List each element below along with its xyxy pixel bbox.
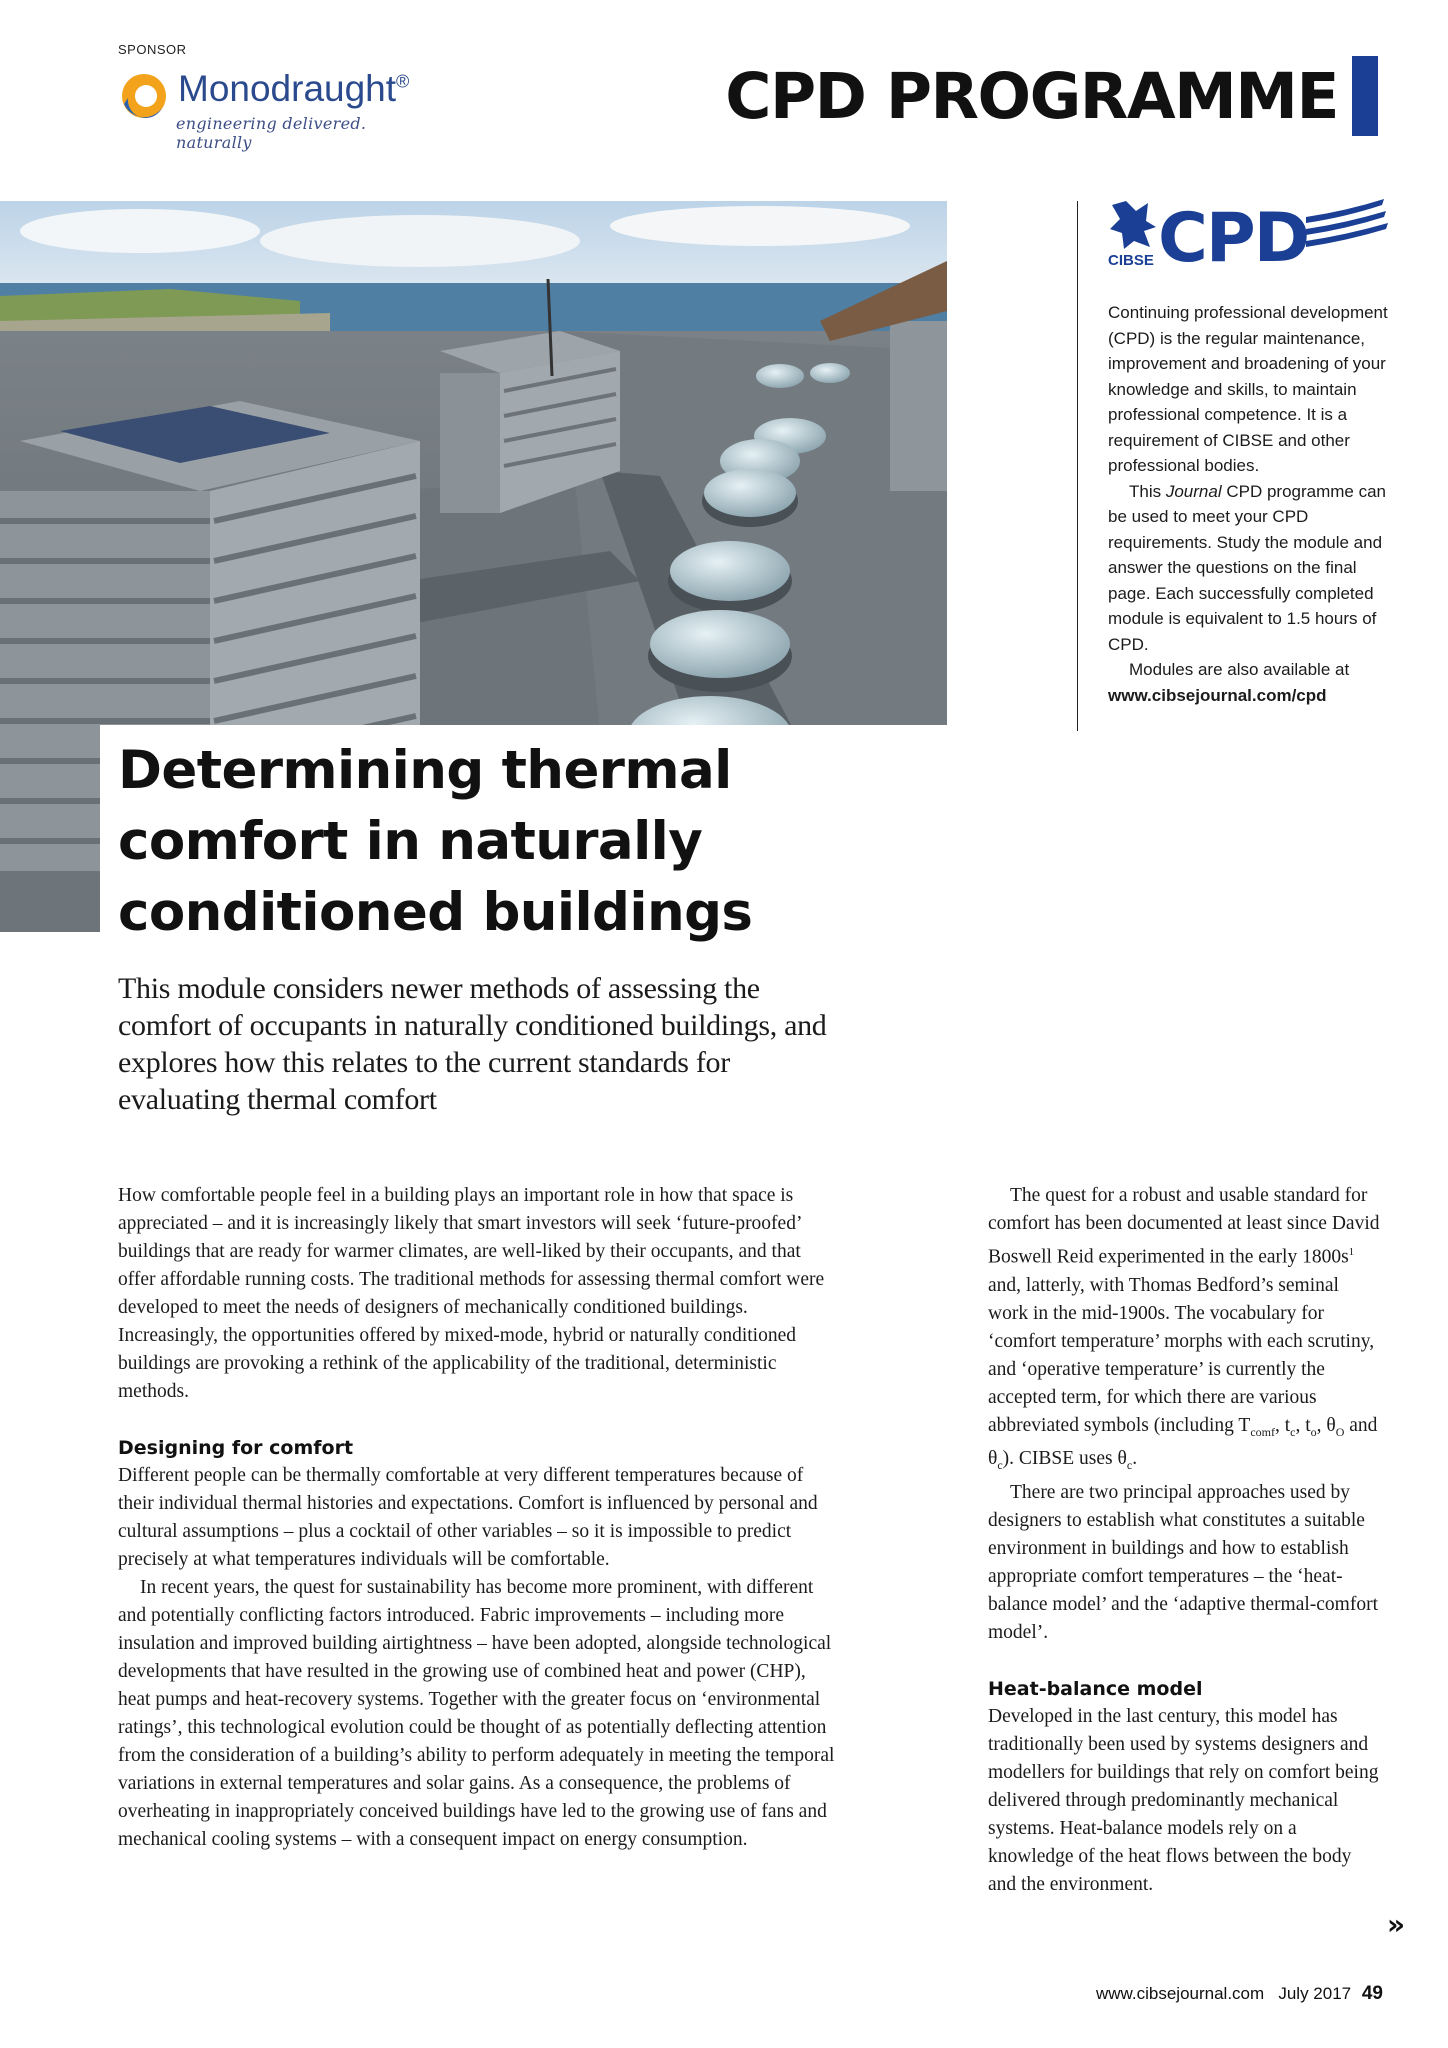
sponsor-tagline: engineering delivered. naturally [176,114,367,152]
cpd-divider [1077,201,1078,731]
monodraught-logo-icon [116,68,172,124]
body-column-right [988,1182,1380,1899]
body-paragraph: Developed in the last century, this model has traditionally been used by systems designers and modellers for buildings that rely on comfort being delivered through predominantly mechanical systems. Heat-balance models rely on a knowledge of the heat flows between the body and the environment. [988,1706,1379,1896]
body-paragraph: In recent years, the quest for sustainability has become more prominent, with different and potentially conflicting factors introduced. Fabric improvements – including more insulation and improved building airtightness – have been adopted, alongside technological developments that have resulted in the growing use of combined heat and power (CHP), heat pumps and heat-recovery systems. Together with the greater focus on ‘environmental ratings’, this technological evolution could be thought of as potentially deflecting attention from the consideration of a building’s ability to perform adequately in meeting the temporal variations in external temperatures and solar gains. As a consequence, the problems of overheating in inappropriately conceived buildings have led to the growing use of fans and mechanical cooling systems – with a consequent impact on energy consumption. [118,1577,835,1850]
sponsor-logo [116,62,416,152]
section-heading-heat-balance: Heat-balance model [988,1678,1203,1701]
cpd-description [1108,300,1390,708]
body-paragraph: Different people can be thermally comfortable at very different temperatures because of their individual thermal histories and expectations. Comfort is influenced by personal and cultural assumptions – plus a cocktail of other variables – so it is impossible to predict precisely at what temperatures individuals will be comfortable. [118,1465,818,1570]
page-footer [1096,1983,1383,2005]
cpd-modules-para: Modules are also available at [1129,660,1350,679]
cpd-link[interactable]: www.cibsejournal.com/cpd [1108,685,1327,705]
page-number: 49 [1361,1983,1383,2004]
body-paragraph: How comfortable people feel in a building plays an important role in how that space is appreciated – and it is increasingly likely that smart investors will seek ‘future-proofed’ buildings that are ready for warmer climates, are well-liked by their occupants, and that offer affordable running costs. The traditional methods for assessing thermal comfort were developed to meet the needs of designers of mechanically conditioned buildings. Increasingly, the opportunities offered by mixed-mode, hybrid or naturally conditioned buildings are provoking a rethink of the applicability of the traditional, deterministic methods. [118,1185,825,1402]
cibse-crest-icon [1110,201,1156,249]
cpd-swoosh-icon [1306,199,1388,247]
sponsor-name: Monodraught® [178,68,410,109]
continue-arrow-icon: » [1387,1908,1406,1941]
programme-header [725,54,1378,138]
body-paragraph: The quest for a robust and usable standard for comfort has been documented at least since David Boswell Reid experimented in the early $1800s^1$ and, latterly, with Thomas Bedford’s seminal work in the mid-1900s. The vocabulary for ‘comfort temperature’ morphs with each scrutiny, and ‘operative temperature’ is currently the accepted term, for which there are various abbreviated symbols (including $T_{comf}$, $t_c$, $t_o$, $\theta_O$ and $\theta_c$). CIBSE uses $\theta_c$. [988,1185,1380,1473]
section-heading-designing: Designing for comfort [118,1437,354,1459]
cibse-logo-text: CIBSE [1108,252,1154,269]
body-column-left [118,1182,838,1854]
article-title: Determining thermal comfort in naturally conditioned buildings [118,740,753,943]
article-title-panel [100,725,948,945]
cpd-logo-text: CPD [1158,199,1309,273]
programme-title: CPD PROGRAMME [725,59,1338,133]
cpd-intro: Continuing professional development (CPD) is the regular maintenance, improvement and broadening of your knowledge and skills, to maintain professional competence. It is a requirement of CIBSE and other professional bodies. [1108,303,1388,475]
footer-site: www.cibsejournal.com [1095,1984,1265,2003]
body-paragraph: There are two principal approaches used by designers to establish what constitutes a suitable environment in buildings and how to establish appropriate comfort temperatures – the ‘heat-balance model’ and the ‘adaptive thermal-comfort model’. [988,1482,1378,1644]
cpd-journal-para: This Journal CPD programme can be used to meet your CPD requirements. Study the module and answer the questions on the final page. Each successfully completed module is equivalent to 1.5 hours of CPD. [1108,481,1386,654]
sponsor-label: SPONSOR [118,42,187,57]
footer-date: July 2017 [1278,1984,1352,2003]
programme-accent-bar [1352,56,1378,136]
article-standfirst: This module considers newer methods of assessing the comfort of occupants in naturally conditioned buildings, and explores how this relates to the current standards for evaluating thermal comfort [118,972,827,1116]
cibse-cpd-logo [1106,197,1391,273]
